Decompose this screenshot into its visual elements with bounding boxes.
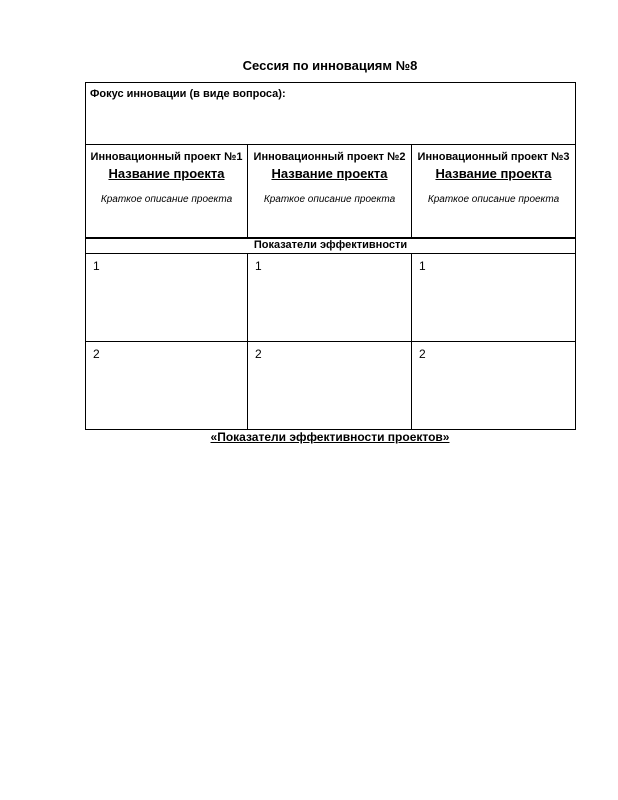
project-cell-1 <box>86 145 248 239</box>
project-name: Название проекта <box>271 166 388 181</box>
project-name: Название проекта <box>435 166 552 181</box>
project-description: Краткое описание проекта <box>427 194 560 205</box>
kpi-cell: 1 <box>412 254 576 342</box>
kpi-cell: 2 <box>248 342 412 430</box>
kpi-cell: 1 <box>248 254 412 342</box>
document-title: Сессия по инновациям №8 <box>242 58 418 73</box>
kpi-header: Показатели эффективности <box>86 238 576 254</box>
projects-row <box>86 145 576 239</box>
table-caption: «Показатели эффективности проектов» <box>210 430 450 444</box>
kpi-header-row <box>86 238 576 254</box>
kpi-row-1 <box>86 254 576 342</box>
focus-label: Фокус инновации (в виде вопроса): <box>90 88 286 100</box>
kpi-cell: 2 <box>412 342 576 430</box>
project-description: Краткое описание проекта <box>100 194 233 205</box>
focus-cell <box>86 83 576 145</box>
project-heading: Инновационный проект №1 <box>90 151 243 163</box>
project-heading: Инновационный проект №3 <box>417 151 570 163</box>
innovation-session-table <box>85 82 576 430</box>
focus-row <box>86 83 576 145</box>
project-description: Краткое описание проекта <box>263 194 396 205</box>
project-cell-2 <box>248 145 412 239</box>
project-heading: Инновационный проект №2 <box>253 151 406 163</box>
kpi-row-2 <box>86 342 576 430</box>
project-cell-3 <box>412 145 576 239</box>
kpi-cell: 2 <box>86 342 248 430</box>
project-name: Название проекта <box>108 166 225 181</box>
kpi-cell: 1 <box>86 254 248 342</box>
